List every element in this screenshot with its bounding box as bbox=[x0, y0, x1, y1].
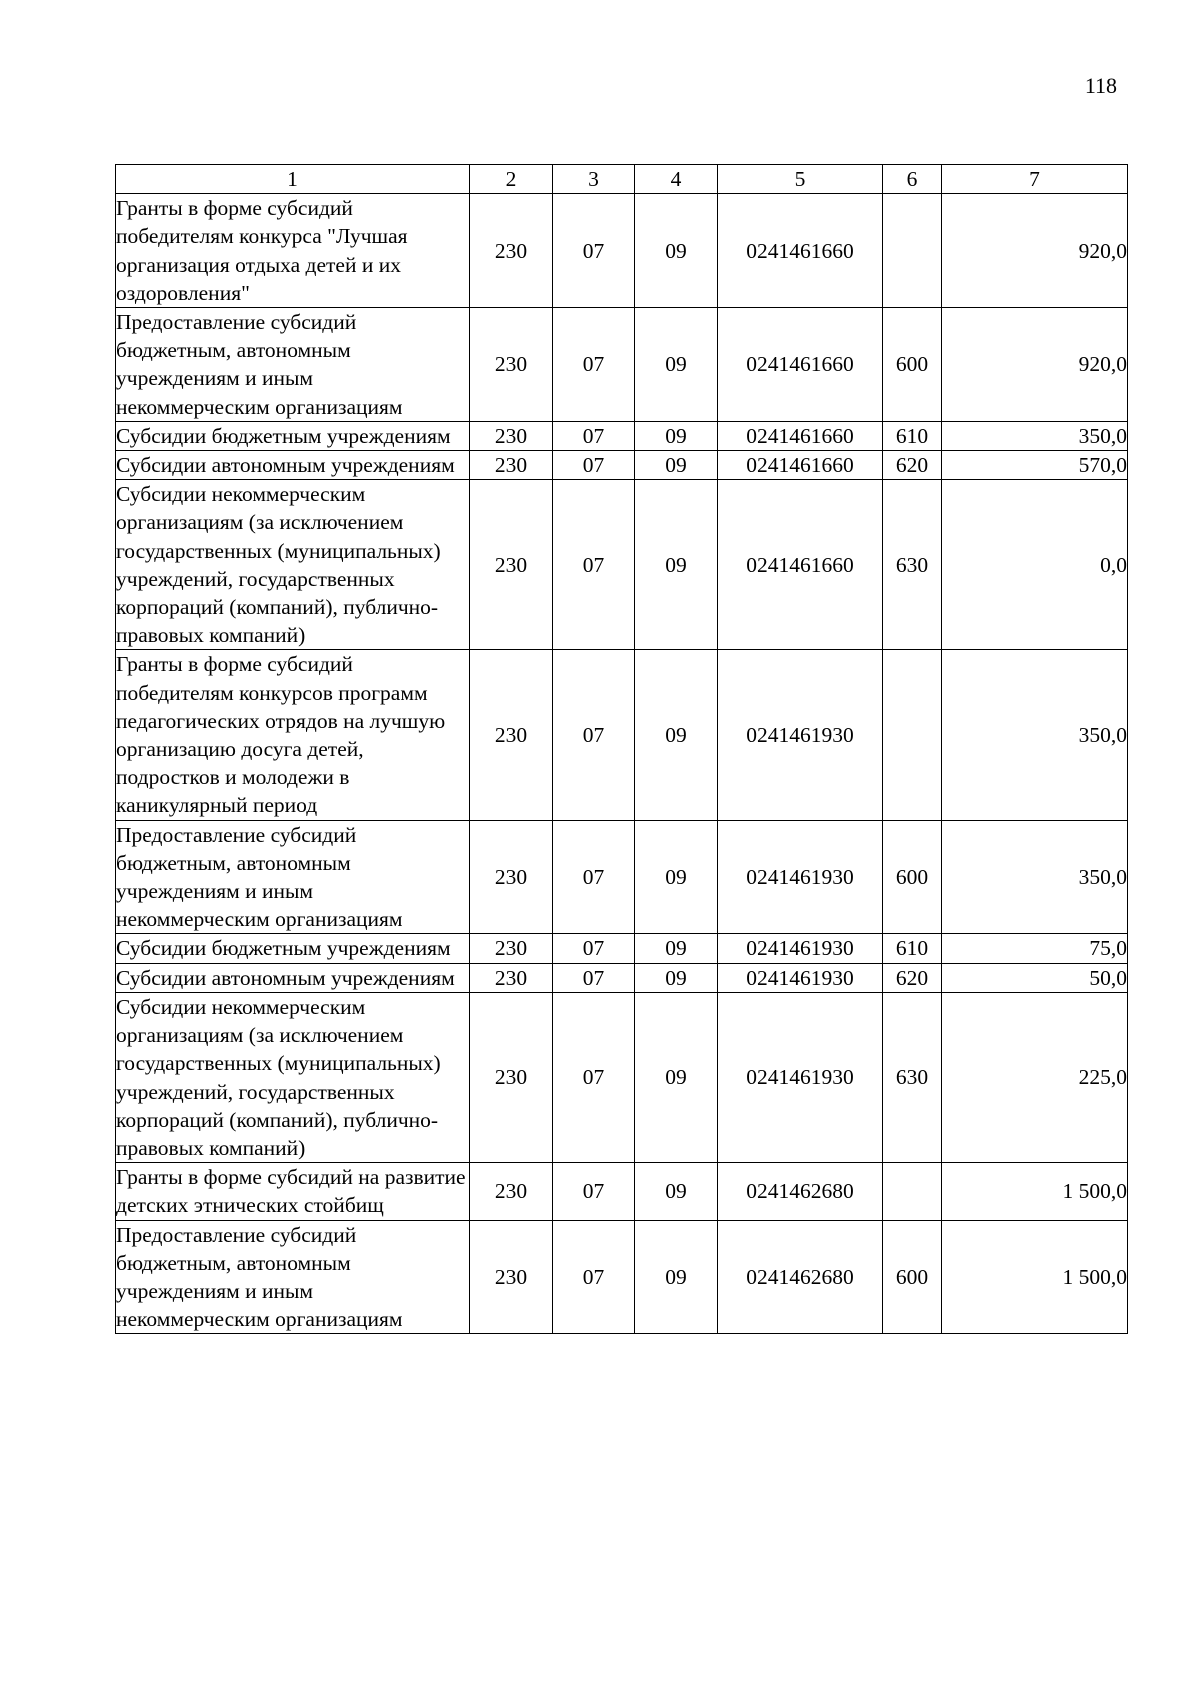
admin-code-cell: 230 bbox=[470, 194, 553, 308]
target-article-cell: 0241461660 bbox=[718, 421, 883, 450]
column-header: 6 bbox=[883, 165, 942, 194]
table-row bbox=[116, 421, 1128, 450]
target-article-cell: 0241461930 bbox=[718, 963, 883, 992]
subsection-cell: 09 bbox=[635, 451, 718, 480]
row-name-cell: Предоставление субсидий бюджетным, автономным учреждениям и иным некоммерческим организациям bbox=[116, 1220, 470, 1334]
expense-type-cell: 600 bbox=[883, 308, 942, 422]
subsection-cell: 09 bbox=[635, 963, 718, 992]
header-row bbox=[116, 165, 1128, 194]
page-number: 118 bbox=[1084, 73, 1117, 98]
admin-code-cell: 230 bbox=[470, 308, 553, 422]
expense-type-cell: 630 bbox=[883, 992, 942, 1162]
expense-type-cell: 610 bbox=[883, 934, 942, 963]
target-article-cell: 0241461930 bbox=[718, 820, 883, 934]
admin-code-cell: 230 bbox=[470, 421, 553, 450]
table-row bbox=[116, 650, 1128, 820]
row-name-cell: Субсидии автономным учреждениям bbox=[116, 451, 470, 480]
column-header: 3 bbox=[553, 165, 635, 194]
row-name-cell: Субсидии некоммерческим организациям (за исключением государственных (муниципальных) учреждений, государственных корпораций (компаний), публично-правовых компаний) bbox=[116, 992, 470, 1162]
table-row bbox=[116, 480, 1128, 650]
section-cell: 07 bbox=[553, 194, 635, 308]
column-header: 1 bbox=[116, 165, 470, 194]
section-cell: 07 bbox=[553, 650, 635, 820]
column-header: 5 bbox=[718, 165, 883, 194]
amount-cell: 75,0 bbox=[942, 934, 1128, 963]
subsection-cell: 09 bbox=[635, 1220, 718, 1334]
section-cell: 07 bbox=[553, 934, 635, 963]
subsection-cell: 09 bbox=[635, 194, 718, 308]
column-header: 2 bbox=[470, 165, 553, 194]
amount-cell: 920,0 bbox=[942, 308, 1128, 422]
target-article-cell: 0241461930 bbox=[718, 650, 883, 820]
admin-code-cell: 230 bbox=[470, 480, 553, 650]
table-row bbox=[116, 308, 1128, 422]
table-row bbox=[116, 194, 1128, 308]
subsection-cell: 09 bbox=[635, 650, 718, 820]
row-name-cell: Гранты в форме субсидий победителям конкурсов программ педагогических отрядов на лучшую организацию досуга детей, подростков и молодежи в каникулярный период bbox=[116, 650, 470, 820]
amount-cell: 350,0 bbox=[942, 421, 1128, 450]
amount-cell: 1 500,0 bbox=[942, 1220, 1128, 1334]
admin-code-cell: 230 bbox=[470, 650, 553, 820]
amount-cell: 225,0 bbox=[942, 992, 1128, 1162]
section-cell: 07 bbox=[553, 1220, 635, 1334]
section-cell: 07 bbox=[553, 308, 635, 422]
admin-code-cell: 230 bbox=[470, 1220, 553, 1334]
table-row bbox=[116, 934, 1128, 963]
section-cell: 07 bbox=[553, 421, 635, 450]
subsection-cell: 09 bbox=[635, 820, 718, 934]
expense-type-cell: 620 bbox=[883, 451, 942, 480]
subsection-cell: 09 bbox=[635, 308, 718, 422]
admin-code-cell: 230 bbox=[470, 934, 553, 963]
amount-cell: 350,0 bbox=[942, 650, 1128, 820]
subsection-cell: 09 bbox=[635, 1163, 718, 1220]
amount-cell: 920,0 bbox=[942, 194, 1128, 308]
target-article-cell: 0241461930 bbox=[718, 934, 883, 963]
subsection-cell: 09 bbox=[635, 934, 718, 963]
admin-code-cell: 230 bbox=[470, 963, 553, 992]
row-name-cell: Гранты в форме субсидий победителям конкурса "Лучшая организация отдыха детей и их оздоровления" bbox=[116, 194, 470, 308]
target-article-cell: 0241462680 bbox=[718, 1163, 883, 1220]
subsection-cell: 09 bbox=[635, 421, 718, 450]
expense-type-cell bbox=[883, 1163, 942, 1220]
target-article-cell: 0241461660 bbox=[718, 308, 883, 422]
expense-type-cell bbox=[883, 650, 942, 820]
amount-cell: 50,0 bbox=[942, 963, 1128, 992]
table-row bbox=[116, 992, 1128, 1162]
target-article-cell: 0241461660 bbox=[718, 451, 883, 480]
row-name-cell: Гранты в форме субсидий на развитие детских этнических стойбищ bbox=[116, 1163, 470, 1220]
column-header: 4 bbox=[635, 165, 718, 194]
table-row bbox=[116, 451, 1128, 480]
section-cell: 07 bbox=[553, 1163, 635, 1220]
row-name-cell: Субсидии автономным учреждениям bbox=[116, 963, 470, 992]
row-name-cell: Предоставление субсидий бюджетным, автономным учреждениям и иным некоммерческим организациям bbox=[116, 820, 470, 934]
budget-table bbox=[115, 164, 1128, 1334]
amount-cell: 1 500,0 bbox=[942, 1163, 1128, 1220]
section-cell: 07 bbox=[553, 992, 635, 1162]
admin-code-cell: 230 bbox=[470, 820, 553, 934]
column-header: 7 bbox=[942, 165, 1128, 194]
expense-type-cell: 600 bbox=[883, 820, 942, 934]
target-article-cell: 0241462680 bbox=[718, 1220, 883, 1334]
target-article-cell: 0241461660 bbox=[718, 480, 883, 650]
amount-cell: 350,0 bbox=[942, 820, 1128, 934]
expense-type-cell: 620 bbox=[883, 963, 942, 992]
amount-cell: 570,0 bbox=[942, 451, 1128, 480]
section-cell: 07 bbox=[553, 451, 635, 480]
section-cell: 07 bbox=[553, 820, 635, 934]
target-article-cell: 0241461930 bbox=[718, 992, 883, 1162]
expense-type-cell bbox=[883, 194, 942, 308]
section-cell: 07 bbox=[553, 963, 635, 992]
expense-type-cell: 600 bbox=[883, 1220, 942, 1334]
amount-cell: 0,0 bbox=[942, 480, 1128, 650]
row-name-cell: Субсидии бюджетным учреждениям bbox=[116, 934, 470, 963]
expense-type-cell: 630 bbox=[883, 480, 942, 650]
table-row bbox=[116, 963, 1128, 992]
expense-type-cell: 610 bbox=[883, 421, 942, 450]
section-cell: 07 bbox=[553, 480, 635, 650]
table-row bbox=[116, 1163, 1128, 1220]
row-name-cell: Предоставление субсидий бюджетным, автономным учреждениям и иным некоммерческим организациям bbox=[116, 308, 470, 422]
admin-code-cell: 230 bbox=[470, 451, 553, 480]
table-row bbox=[116, 820, 1128, 934]
subsection-cell: 09 bbox=[635, 480, 718, 650]
subsection-cell: 09 bbox=[635, 992, 718, 1162]
table-row bbox=[116, 1220, 1128, 1334]
admin-code-cell: 230 bbox=[470, 992, 553, 1162]
row-name-cell: Субсидии некоммерческим организациям (за исключением государственных (муниципальных) учреждений, государственных корпораций (компаний), публично-правовых компаний) bbox=[116, 480, 470, 650]
row-name-cell: Субсидии бюджетным учреждениям bbox=[116, 421, 470, 450]
admin-code-cell: 230 bbox=[470, 1163, 553, 1220]
target-article-cell: 0241461660 bbox=[718, 194, 883, 308]
